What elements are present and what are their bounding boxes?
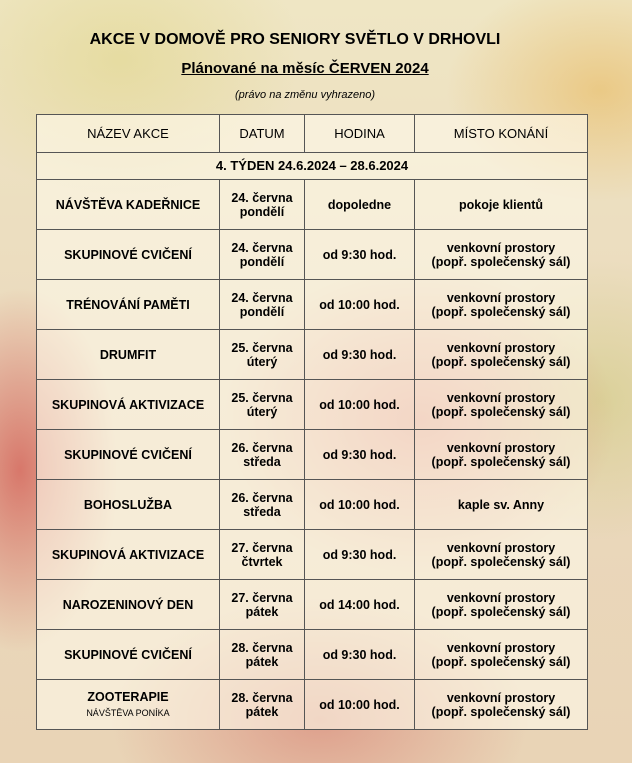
event-place: venkovní prostory [446,390,556,405]
event-day: středa [243,504,281,519]
event-day: čtvrtek [241,554,283,569]
event-place-cell [415,430,588,480]
event-day: pátek [245,654,279,669]
table-row [37,630,588,680]
event-place-alt: (popř. společenský sál) [431,554,571,569]
event-day: pondělí [239,204,285,219]
event-name-cell [37,480,220,530]
event-time: od 9:30 hod. [305,430,415,480]
event-name-cell [37,530,220,580]
event-time: dopoledne [305,180,415,230]
event-day: pondělí [239,254,285,269]
event-place: venkovní prostory [446,240,556,255]
table-row [37,680,588,730]
event-place-cell [415,630,588,680]
event-place-cell [415,280,588,330]
event-day: pátek [245,604,279,619]
table-row [37,330,588,380]
event-name-cell [37,680,220,730]
event-place-cell [415,580,588,630]
event-name-cell [37,230,220,280]
event-name: SKUPINOVÉ CVIČENÍ [64,247,192,262]
table-row [37,380,588,430]
event-day: úterý [246,354,278,369]
event-date: 24. června [231,240,293,255]
week-row [37,153,588,180]
event-date-cell [220,380,305,430]
event-date: 27. června [231,590,293,605]
event-place: venkovní prostory [446,290,556,305]
event-subtitle: NÁVŠTĚVA PONÍKA [86,707,170,718]
event-date: 26. června [231,440,293,455]
event-place-alt: (popř. společenský sál) [431,404,571,419]
event-date: 24. června [231,290,293,305]
table-row [37,280,588,330]
event-date-cell [220,230,305,280]
event-place: venkovní prostory [446,540,556,555]
event-place: venkovní prostory [446,590,556,605]
table-row [37,230,588,280]
event-name: ZOOTERAPIE [87,689,169,704]
event-date: 27. června [231,540,293,555]
event-day: středa [243,454,281,469]
event-place-alt: (popř. společenský sál) [431,704,571,719]
event-date-cell [220,180,305,230]
event-date-cell [220,530,305,580]
column-header-name: NÁZEV AKCE [37,115,220,153]
event-date-cell [220,280,305,330]
event-name-cell [37,430,220,480]
event-time: od 9:30 hod. [305,630,415,680]
event-place-cell [415,180,588,230]
event-day: pondělí [239,304,285,319]
event-place: pokoje klientů [458,197,544,212]
event-date: 24. června [231,190,293,205]
disclaimer-note: (právo na změnu vyhrazeno) [234,89,375,101]
event-date: 25. června [231,390,293,405]
event-place-alt: (popř. společenský sál) [431,354,571,369]
event-name: DRUMFIT [99,347,157,362]
event-name-cell [37,280,220,330]
event-name: SKUPINOVÁ AKTIVIZACE [51,397,205,412]
event-place-alt: (popř. společenský sál) [431,254,571,269]
column-header-time: HODINA [305,115,415,153]
event-date: 26. června [231,490,293,505]
event-name-cell [37,180,220,230]
page-subtitle: Plánované na měsíc ČERVEN 2024 [181,60,429,77]
event-name-cell [37,330,220,380]
event-date-cell [220,680,305,730]
event-date-cell [220,630,305,680]
event-name: NAROZENINOVÝ DEN [62,597,194,612]
table-row [37,430,588,480]
event-name: NÁVŠTĚVA KADEŘNICE [55,197,201,212]
event-date-cell [220,430,305,480]
event-time: od 9:30 hod. [305,230,415,280]
event-date: 25. června [231,340,293,355]
table-row [37,480,588,530]
event-name-cell [37,580,220,630]
event-time: od 10:00 hod. [305,280,415,330]
schedule-table [36,114,588,730]
event-time: od 10:00 hod. [305,380,415,430]
event-place: kaple sv. Anny [457,497,545,512]
column-header-place: MÍSTO KONÁNÍ [415,115,588,153]
event-day: úterý [246,404,278,419]
event-day: pátek [245,704,279,719]
event-place-cell [415,380,588,430]
page-title: AKCE V DOMOVĚ PRO SENIORY SVĚTLO V DRHOVLI [89,31,501,48]
event-date-cell [220,580,305,630]
event-place-alt: (popř. společenský sál) [431,454,571,469]
event-place-cell [415,530,588,580]
event-place: venkovní prostory [446,690,556,705]
table-row [37,580,588,630]
event-time: od 10:00 hod. [305,680,415,730]
event-place-alt: (popř. společenský sál) [431,604,571,619]
event-name: SKUPINOVÉ CVIČENÍ [64,647,192,662]
event-date: 28. června [231,690,293,705]
event-name-cell [37,630,220,680]
week-label: 4. TÝDEN 24.6.2024 – 28.6.2024 [37,153,588,180]
event-place-alt: (popř. společenský sál) [431,304,571,319]
event-place: venkovní prostory [446,440,556,455]
event-time: od 9:30 hod. [305,530,415,580]
table-row [37,180,588,230]
event-time: od 9:30 hod. [305,330,415,380]
event-place-cell [415,680,588,730]
event-name: SKUPINOVÁ AKTIVIZACE [51,547,205,562]
event-place-alt: (popř. společenský sál) [431,654,571,669]
event-name: SKUPINOVÉ CVIČENÍ [64,447,192,462]
table-row [37,530,588,580]
event-date-cell [220,330,305,380]
table-header-row [37,115,588,153]
event-time: od 10:00 hod. [305,480,415,530]
event-name-cell [37,380,220,430]
event-name: BOHOSLUŽBA [83,497,173,512]
event-time: od 14:00 hod. [305,580,415,630]
event-place-cell [415,480,588,530]
event-date: 28. června [231,640,293,655]
event-name: TRÉNOVÁNÍ PAMĚTI [66,297,190,312]
event-place-cell [415,330,588,380]
event-place: venkovní prostory [446,340,556,355]
event-date-cell [220,480,305,530]
column-header-date: DATUM [220,115,305,153]
event-place: venkovní prostory [446,640,556,655]
event-place-cell [415,230,588,280]
